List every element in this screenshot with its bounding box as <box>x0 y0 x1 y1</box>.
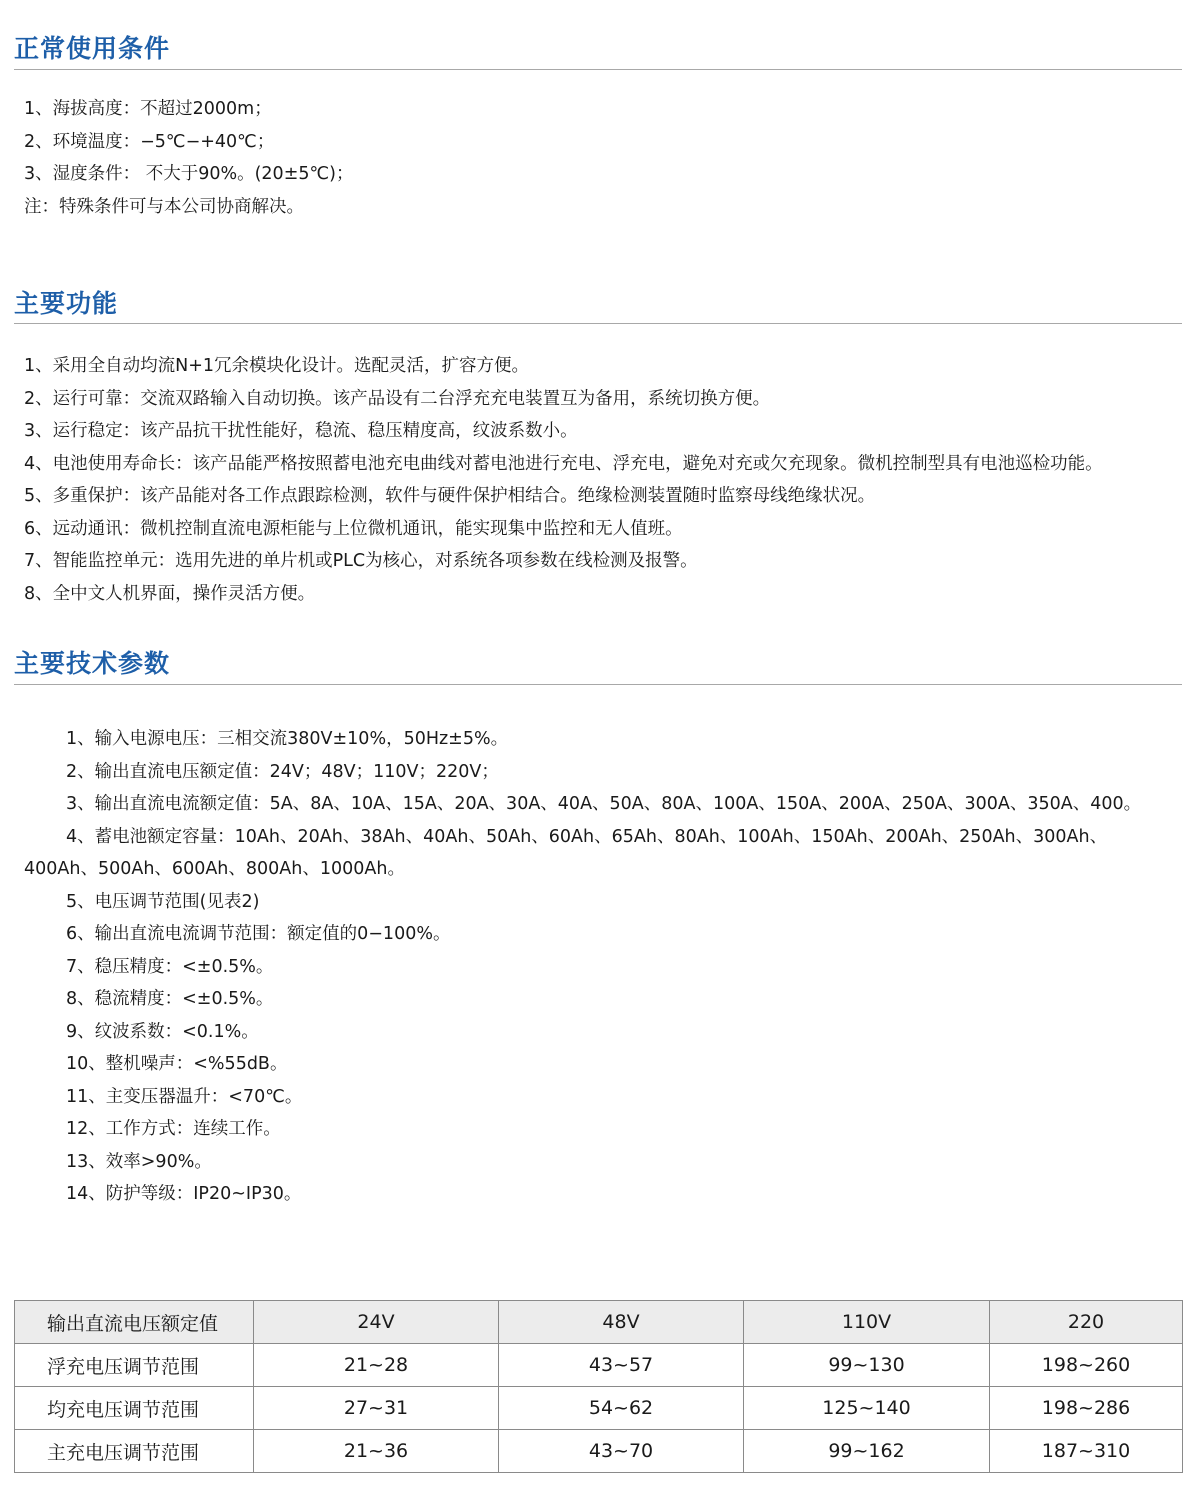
table-cell: 27~31 <box>254 1387 499 1430</box>
list-item: 4、电池使用寿命长：该产品能严格按照蓄电池充电曲线对蓄电池进行充电、浮充电，避免对充或欠充现象。微机控制型具有电池巡检功能。 <box>24 453 1103 474</box>
table-cell: 198~260 <box>990 1344 1183 1387</box>
list-item: 1、输入电源电压：三相交流380V±10%，50Hz±5%。 <box>66 729 509 749</box>
table-cell: 125~140 <box>744 1387 990 1430</box>
table-cell: 187~310 <box>990 1430 1183 1473</box>
table-cell: 43~70 <box>499 1430 744 1473</box>
list-item: 5、电压调节范围(见表2) <box>66 891 260 912</box>
list-item: 3、湿度条件： 不大于90%。(20±5℃)； <box>24 164 354 184</box>
table-row <box>15 1344 1183 1387</box>
table-cell: 均充电压调节范围 <box>15 1387 254 1430</box>
functions-list <box>24 350 1103 610</box>
list-item: 7、稳压精度：<±0.5%。 <box>66 956 274 977</box>
voltage-range-table <box>14 1300 1183 1473</box>
table-cell: 21~28 <box>254 1344 499 1387</box>
table-cell: 主充电压调节范围 <box>15 1430 254 1473</box>
list-item: 6、输出直流电流调节范围：额定值的0−100%。 <box>66 924 451 944</box>
section-divider <box>14 684 1182 685</box>
section-title-functions: 主要功能 <box>14 289 119 318</box>
section-title-parameters: 主要技术参数 <box>14 649 171 678</box>
list-item: 9、纹波系数：<0.1%。 <box>66 1021 259 1042</box>
list-item: 7、智能监控单元：选用先进的单片机或PLC为核心，对系统各项参数在线检测及报警。 <box>24 551 698 571</box>
list-item: 注：特殊条件可与本公司协商解决。 <box>24 196 304 217</box>
list-item: 6、远动通讯：微机控制直流电源柜能与上位微机通讯，能实现集中监控和无人值班。 <box>24 518 683 539</box>
list-item: 14、防护等级：IP20~IP30。 <box>66 1184 302 1204</box>
list-item: 1、采用全自动均流N+1冗余模块化设计。选配灵活，扩容方便。 <box>24 356 530 376</box>
list-item: 3、输出直流电流额定值：5A、8A、10A、15A、20A、30A、40A、50A、80A、100A、150A、200A、250A、300A、350A、400。 <box>66 794 1142 814</box>
table-cell: 99~130 <box>744 1344 990 1387</box>
conditions-list <box>24 93 353 223</box>
list-item: 2、输出直流电压额定值：24V；48V；110V；220V； <box>66 761 499 782</box>
list-item: 11、主变压器温升：<70℃。 <box>66 1086 303 1107</box>
table-cell: 43~57 <box>499 1344 744 1387</box>
table-header-cell: 输出直流电压额定值 <box>15 1301 254 1344</box>
table-header-row <box>15 1301 1183 1344</box>
list-item: 5、多重保护：该产品能对各工作点跟踪检测，软件与硬件保护相结合。绝缘检测装置随时监察母线绝缘状况。 <box>24 486 876 506</box>
section-title-conditions: 正常使用条件 <box>14 34 171 63</box>
list-item: 13、效率>90%。 <box>66 1151 212 1172</box>
section-divider <box>14 323 1182 324</box>
table-row <box>15 1387 1183 1430</box>
table-cell: 21~36 <box>254 1430 499 1473</box>
table-cell: 198~286 <box>990 1387 1183 1430</box>
table-cell: 54~62 <box>499 1387 744 1430</box>
table-row <box>15 1430 1183 1473</box>
table-header-cell: 220 <box>990 1301 1183 1344</box>
section-divider <box>14 69 1182 70</box>
list-item: 2、运行可靠：交流双路输入自动切换。该产品设有二台浮充充电装置互为备用，系统切换方便。 <box>24 388 771 409</box>
list-item: 2、环境温度：−5℃−+40℃； <box>24 131 275 152</box>
list-item: 10、整机噪声：<%55dB。 <box>66 1054 288 1074</box>
table-header-cell: 24V <box>254 1301 499 1344</box>
list-item: 8、稳流精度：<±0.5%。 <box>66 989 274 1009</box>
list-item: 1、海拔高度：不超过2000m； <box>24 99 272 119</box>
list-item: 4、蓄电池额定容量：10Ah、20Ah、38Ah、40Ah、50Ah、60Ah、65Ah、80Ah、100Ah、150Ah、200Ah、250Ah、300Ah、400Ah、500Ah、600Ah、800Ah、1000Ah。 <box>24 826 1108 879</box>
list-item: 12、工作方式：连续工作。 <box>66 1119 281 1139</box>
table-header-cell: 48V <box>499 1301 744 1344</box>
table-cell: 浮充电压调节范围 <box>15 1344 254 1387</box>
table-cell: 99~162 <box>744 1430 990 1473</box>
list-item: 8、全中文人机界面，操作灵活方便。 <box>24 583 316 604</box>
list-item: 3、运行稳定：该产品抗干扰性能好，稳流、稳压精度高，纹波系数小。 <box>24 421 578 441</box>
parameters-list <box>24 723 1174 1211</box>
table-header-cell: 110V <box>744 1301 990 1344</box>
